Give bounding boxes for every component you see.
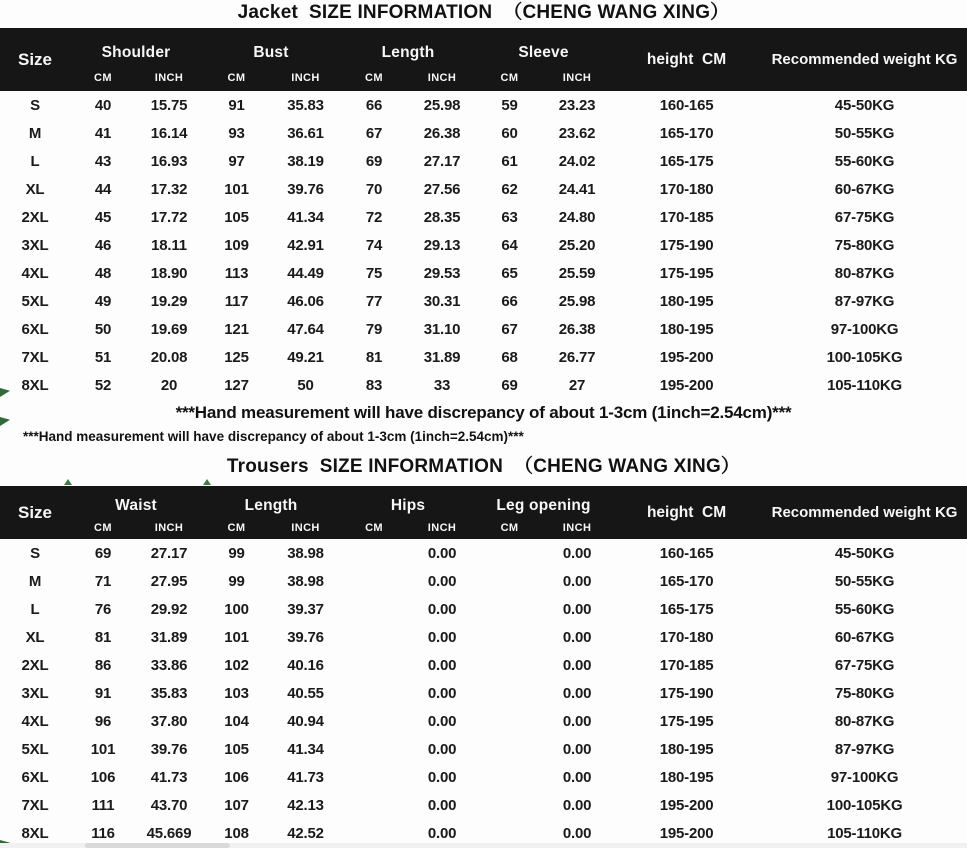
size-cell: M <box>28 572 42 590</box>
size-cell: 4XL <box>21 264 49 282</box>
measurement-cell <box>476 623 543 651</box>
measurement-cell: 0.00 <box>427 628 457 646</box>
jacket-title: Jacket SIZE INFORMATION （CHENG WANG XING） <box>237 2 730 23</box>
measurement-cell <box>340 539 408 567</box>
unit-inch-header: INCH <box>136 64 202 91</box>
measurement-cell: 35.83 <box>150 684 188 702</box>
measurement-cell: 83 <box>365 376 383 394</box>
table-row <box>0 119 967 147</box>
trousers-size-table <box>0 486 967 847</box>
measurement-cell <box>340 791 408 819</box>
measurement-cell: 17.72 <box>150 208 188 226</box>
hand-measurement-note-primary: ***Hand measurement will have discrepancy of about 1-3cm (1inch=2.54cm)*** <box>175 403 792 422</box>
measurement-cell: 18.90 <box>150 264 188 282</box>
unit-cm-header: CM <box>202 516 271 539</box>
weight-cell: 55-60KG <box>834 600 895 618</box>
jacket-size-table <box>0 28 967 399</box>
group-header: Hips <box>340 486 476 516</box>
weight-cell: 50-55KG <box>834 124 895 142</box>
measurement-cell: 69 <box>501 376 518 394</box>
measurement-cell: 0.00 <box>427 796 457 814</box>
unit-cm-header: CM <box>202 64 271 91</box>
weight-cell: 97-100KG <box>830 320 899 338</box>
size-cell: XL <box>25 628 45 646</box>
measurement-cell: 42.52 <box>287 824 324 842</box>
measurement-cell: 15.75 <box>150 96 188 114</box>
height-cell: 180-195 <box>659 292 714 310</box>
measurement-cell: 50 <box>297 376 314 394</box>
measurement-cell <box>340 651 408 679</box>
measurement-cell: 16.93 <box>150 152 188 170</box>
measurement-cell: 24.80 <box>558 208 596 226</box>
measurement-cell: 106 <box>90 768 116 786</box>
table-row <box>0 231 967 259</box>
height-cell: 195-200 <box>659 348 714 366</box>
height-cell: 170-185 <box>659 208 714 226</box>
measurement-cell: 125 <box>224 348 249 366</box>
measurement-cell: 25.59 <box>558 264 596 282</box>
group-header: Length <box>340 28 476 64</box>
unit-cm-header: CM <box>70 64 136 91</box>
weight-cell: 87-97KG <box>834 740 895 758</box>
table-row <box>0 763 967 791</box>
measurement-cell: 46 <box>94 236 112 254</box>
measurement-cell: 31.89 <box>150 628 188 646</box>
measurement-cell: 63 <box>501 208 518 226</box>
measurement-cell: 31.10 <box>423 320 461 338</box>
measurement-cell: 105 <box>224 208 249 226</box>
measurement-cell: 99 <box>228 544 245 562</box>
table-row <box>0 259 967 287</box>
measurement-cell: 19.29 <box>150 292 188 310</box>
measurement-cell: 121 <box>224 320 249 338</box>
table-row <box>0 287 967 315</box>
weight-column-header: Recommended weight KG <box>762 28 967 91</box>
unit-inch-header: INCH <box>543 64 611 91</box>
height-cell: 175-195 <box>659 712 714 730</box>
measurement-cell: 0.00 <box>427 544 457 562</box>
weight-cell: 45-50KG <box>834 96 895 114</box>
height-cell: 165-175 <box>659 600 714 618</box>
measurement-cell: 31.89 <box>423 348 461 366</box>
weight-cell: 97-100KG <box>830 768 899 786</box>
bottom-scrollbar-thumb[interactable] <box>85 843 230 848</box>
size-cell: XL <box>25 180 45 198</box>
height-cell: 170-180 <box>659 180 714 198</box>
unit-inch-header: INCH <box>136 516 202 539</box>
measurement-cell: 48 <box>94 264 112 282</box>
measurement-cell: 0.00 <box>562 544 592 562</box>
measurement-cell: 71 <box>94 572 112 590</box>
measurement-cell: 41.73 <box>150 768 188 786</box>
measurement-cell: 26.77 <box>558 348 596 366</box>
group-header: Leg opening <box>476 486 611 516</box>
measurement-cell <box>476 763 543 791</box>
measurement-cell: 27.17 <box>150 544 188 562</box>
size-cell: S <box>30 96 40 114</box>
measurement-cell: 100 <box>224 600 249 618</box>
trousers-title: Trousers SIZE INFORMATION （CHENG WANG XING） <box>226 456 741 477</box>
unit-inch-header: INCH <box>543 516 611 539</box>
measurement-cell: 96 <box>94 712 112 730</box>
measurement-cell: 68 <box>501 348 518 366</box>
height-cell: 180-195 <box>659 320 714 338</box>
table-row <box>0 343 967 371</box>
measurement-cell: 40.55 <box>287 684 324 702</box>
measurement-cell: 0.00 <box>562 656 592 674</box>
table-row <box>0 567 967 595</box>
measurement-cell: 86 <box>94 656 112 674</box>
size-cell: 6XL <box>21 320 49 338</box>
measurement-cell: 23.23 <box>558 96 596 114</box>
measurement-cell: 0.00 <box>562 824 592 842</box>
measurement-cell <box>476 791 543 819</box>
measurement-cell: 26.38 <box>558 320 596 338</box>
size-cell: 8XL <box>21 824 49 842</box>
measurement-cell: 44 <box>94 180 112 198</box>
measurement-cell: 38.19 <box>287 152 324 170</box>
weight-cell: 80-87KG <box>834 264 895 282</box>
height-cell: 175-190 <box>659 236 714 254</box>
group-header: Sleeve <box>476 28 611 64</box>
measurement-cell: 106 <box>224 768 249 786</box>
size-cell: 5XL <box>21 740 49 758</box>
measurement-cell: 35.83 <box>287 96 324 114</box>
measurement-cell: 44.49 <box>287 264 324 282</box>
measurement-cell <box>340 567 408 595</box>
height-cell: 160-165 <box>659 96 714 114</box>
measurement-cell: 97 <box>228 152 245 170</box>
measurement-cell: 40.16 <box>287 656 324 674</box>
measurement-cell: 27.17 <box>423 152 461 170</box>
height-cell: 170-180 <box>659 628 714 646</box>
unit-inch-header: INCH <box>271 516 340 539</box>
measurement-cell <box>476 707 543 735</box>
size-cell: 4XL <box>21 712 49 730</box>
measurement-cell: 67 <box>365 124 383 142</box>
measurement-cell: 49.21 <box>287 348 324 366</box>
measurement-cell: 102 <box>224 656 249 674</box>
unit-inch-header: INCH <box>408 516 476 539</box>
measurement-cell <box>476 735 543 763</box>
measurement-cell: 50 <box>94 320 112 338</box>
measurement-cell: 25.20 <box>558 236 596 254</box>
size-cell: 7XL <box>21 796 49 814</box>
measurement-cell: 105 <box>224 740 249 758</box>
weight-cell: 60-67KG <box>834 628 895 646</box>
measurement-cell: 41.73 <box>287 768 324 786</box>
weight-cell: 105-110KG <box>827 376 902 394</box>
measurement-cell: 0.00 <box>427 712 457 730</box>
measurement-cell: 27.56 <box>423 180 461 198</box>
measurement-cell: 25.98 <box>558 292 596 310</box>
table-row <box>0 91 967 119</box>
measurement-cell: 0.00 <box>562 712 592 730</box>
table-row <box>0 595 967 623</box>
height-cell: 195-200 <box>659 796 714 814</box>
measurement-cell: 0.00 <box>427 740 457 758</box>
size-cell: 2XL <box>21 656 49 674</box>
measurement-cell: 47.64 <box>287 320 324 338</box>
measurement-cell: 117 <box>224 292 249 310</box>
height-cell: 180-195 <box>659 740 714 758</box>
height-cell: 195-200 <box>659 376 714 394</box>
measurement-cell: 101 <box>224 628 249 646</box>
weight-cell: 55-60KG <box>834 152 895 170</box>
weight-cell: 105-110KG <box>827 824 902 842</box>
unit-cm-header: CM <box>70 516 136 539</box>
measurement-cell: 39.76 <box>287 180 324 198</box>
measurement-cell: 28.35 <box>423 208 461 226</box>
size-cell: S <box>30 544 40 562</box>
table-row <box>0 539 967 567</box>
height-cell: 170-185 <box>659 656 714 674</box>
measurement-cell: 20 <box>160 376 178 394</box>
weight-cell: 75-80KG <box>834 236 895 254</box>
measurement-cell: 103 <box>224 684 249 702</box>
size-cell: M <box>28 124 42 142</box>
weight-cell: 60-67KG <box>834 180 895 198</box>
unit-cm-header: CM <box>476 516 543 539</box>
measurement-cell <box>340 707 408 735</box>
unit-cm-header: CM <box>340 64 408 91</box>
measurement-cell: 40.94 <box>287 712 324 730</box>
measurement-cell: 41.34 <box>287 208 324 226</box>
measurement-cell: 29.13 <box>423 236 461 254</box>
measurement-cell: 0.00 <box>427 684 457 702</box>
measurement-cell: 49 <box>94 292 112 310</box>
measurement-cell: 37.80 <box>150 712 188 730</box>
table-row <box>0 175 967 203</box>
measurement-cell <box>476 539 543 567</box>
measurement-cell: 77 <box>365 292 383 310</box>
unit-cm-header: CM <box>476 64 543 91</box>
measurement-cell: 79 <box>365 320 383 338</box>
table-row <box>0 791 967 819</box>
measurement-cell: 24.02 <box>558 152 596 170</box>
table-row <box>0 707 967 735</box>
measurement-cell: 69 <box>94 544 112 562</box>
measurement-cell: 19.69 <box>150 320 188 338</box>
measurement-cell: 33 <box>433 376 451 394</box>
size-cell: L <box>30 152 40 170</box>
measurement-cell: 70 <box>365 180 383 198</box>
measurement-cell: 0.00 <box>427 572 457 590</box>
measurement-cell: 0.00 <box>562 768 592 786</box>
measurement-cell: 116 <box>91 824 115 842</box>
measurement-cell: 72 <box>365 208 383 226</box>
height-cell: 175-195 <box>659 264 714 282</box>
measurement-cell: 66 <box>365 96 383 114</box>
height-cell: 160-165 <box>659 544 714 562</box>
measurement-cell: 38.98 <box>287 572 324 590</box>
weight-cell: 67-75KG <box>834 656 895 674</box>
unit-cm-header: CM <box>340 516 408 539</box>
height-cell: 165-170 <box>659 572 714 590</box>
measurement-cell: 39.76 <box>150 740 188 758</box>
measurement-cell <box>340 735 408 763</box>
measurement-cell: 27 <box>568 376 586 394</box>
measurement-cell: 65 <box>501 264 518 282</box>
measurement-cell: 61 <box>501 152 518 170</box>
measurement-cell: 93 <box>228 124 245 142</box>
measurement-cell: 43 <box>94 152 112 170</box>
measurement-cell: 64 <box>501 236 518 254</box>
measurement-cell: 23.62 <box>558 124 596 142</box>
measurement-cell <box>476 679 543 707</box>
size-cell: 7XL <box>21 348 49 366</box>
measurement-cell <box>476 567 543 595</box>
height-cell: 165-175 <box>659 152 714 170</box>
measurement-cell: 111 <box>91 796 115 814</box>
size-cell: 3XL <box>21 236 49 254</box>
measurement-cell: 0.00 <box>562 684 592 702</box>
measurement-cell <box>340 595 408 623</box>
measurement-cell <box>476 651 543 679</box>
measurement-cell: 45.669 <box>146 824 192 842</box>
measurement-cell: 18.11 <box>151 236 187 254</box>
measurement-cell <box>340 679 408 707</box>
measurement-cell: 74 <box>365 236 383 254</box>
table-row <box>0 623 967 651</box>
measurement-cell: 17.32 <box>150 180 188 198</box>
measurement-cell: 39.76 <box>287 628 324 646</box>
size-column-header: Size <box>0 486 70 539</box>
weight-cell: 67-75KG <box>834 208 895 226</box>
measurement-cell: 26.38 <box>423 124 461 142</box>
measurement-cell: 0.00 <box>562 600 592 618</box>
size-cell: 5XL <box>21 292 49 310</box>
weight-cell: 50-55KG <box>834 572 895 590</box>
height-cell: 165-170 <box>659 124 714 142</box>
measurement-cell: 101 <box>224 180 249 198</box>
measurement-cell: 0.00 <box>562 796 592 814</box>
measurement-cell: 41 <box>94 124 112 142</box>
unit-inch-header: INCH <box>271 64 340 91</box>
measurement-cell: 60 <box>501 124 518 142</box>
measurement-cell: 127 <box>224 376 249 394</box>
size-cell: 6XL <box>21 768 49 786</box>
measurement-cell: 76 <box>94 600 112 618</box>
table-row <box>0 147 967 175</box>
unit-inch-header: INCH <box>408 64 476 91</box>
group-header: Waist <box>70 486 202 516</box>
measurement-cell: 69 <box>365 152 383 170</box>
measurement-cell: 0.00 <box>427 656 457 674</box>
measurement-cell: 39.37 <box>287 600 324 618</box>
measurement-cell: 16.14 <box>150 124 188 142</box>
measurement-cell: 107 <box>224 796 249 814</box>
table-row <box>0 315 967 343</box>
measurement-cell: 91 <box>94 684 112 702</box>
height-cell: 180-195 <box>659 768 714 786</box>
measurement-cell: 0.00 <box>427 600 457 618</box>
measurement-cell: 33.86 <box>150 656 188 674</box>
group-header: Length <box>202 486 340 516</box>
measurement-cell: 24.41 <box>558 180 596 198</box>
measurement-cell: 41.34 <box>287 740 324 758</box>
measurement-cell: 109 <box>224 236 249 254</box>
measurement-cell: 67 <box>501 320 518 338</box>
measurement-cell: 43.70 <box>150 796 188 814</box>
measurement-cell: 29.92 <box>150 600 188 618</box>
weight-cell: 87-97KG <box>834 292 895 310</box>
measurement-cell: 0.00 <box>562 740 592 758</box>
measurement-cell: 20.08 <box>150 348 188 366</box>
measurement-cell: 52 <box>94 376 112 394</box>
measurement-cell: 38.98 <box>287 544 324 562</box>
measurement-cell <box>340 623 408 651</box>
measurement-cell: 101 <box>90 740 116 758</box>
measurement-cell: 27.95 <box>150 572 188 590</box>
measurement-cell: 113 <box>224 264 249 282</box>
measurement-cell: 91 <box>228 96 245 114</box>
measurement-cell: 0.00 <box>562 572 592 590</box>
measurement-cell: 81 <box>365 348 383 366</box>
measurement-cell: 62 <box>501 180 518 198</box>
table-row <box>0 679 967 707</box>
measurement-cell: 0.00 <box>427 824 457 842</box>
measurement-cell: 59 <box>501 96 518 114</box>
height-column-header: height CM <box>611 28 762 91</box>
table-row <box>0 203 967 231</box>
group-header: Bust <box>202 28 340 64</box>
measurement-cell: 99 <box>228 572 245 590</box>
measurement-cell: 66 <box>501 292 518 310</box>
measurement-cell <box>340 763 408 791</box>
measurement-cell <box>476 595 543 623</box>
measurement-cell: 0.00 <box>562 628 592 646</box>
size-cell: 3XL <box>21 684 49 702</box>
size-column-header: Size <box>0 28 70 91</box>
measurement-cell: 81 <box>94 628 112 646</box>
measurement-cell: 36.61 <box>287 124 324 142</box>
measurement-cell: 29.53 <box>423 264 461 282</box>
measurement-cell: 0.00 <box>427 768 457 786</box>
size-cell: 2XL <box>21 208 49 226</box>
table-row <box>0 651 967 679</box>
size-cell: L <box>30 600 40 618</box>
height-column-header: height CM <box>611 486 762 539</box>
table-row <box>0 735 967 763</box>
weight-column-header: Recommended weight KG <box>762 486 967 539</box>
size-cell: 8XL <box>21 376 49 394</box>
measurement-cell: 40 <box>94 96 112 114</box>
measurement-cell: 75 <box>365 264 383 282</box>
weight-cell: 45-50KG <box>834 544 895 562</box>
height-cell: 175-190 <box>659 684 714 702</box>
weight-cell: 100-105KG <box>826 796 903 814</box>
weight-cell: 75-80KG <box>834 684 895 702</box>
weight-cell: 80-87KG <box>834 712 895 730</box>
table-row <box>0 371 967 399</box>
group-header: Shoulder <box>70 28 202 64</box>
measurement-cell: 108 <box>224 824 249 842</box>
weight-cell: 100-105KG <box>826 348 903 366</box>
measurement-cell: 51 <box>94 348 112 366</box>
height-cell: 195-200 <box>659 824 714 842</box>
measurement-cell: 46.06 <box>287 292 324 310</box>
hand-measurement-note-secondary: ***Hand measurement will have discrepancy of about 1-3cm (1inch=2.54cm)*** <box>23 429 524 444</box>
measurement-cell: 42.13 <box>287 796 324 814</box>
measurement-cell: 25.98 <box>423 96 461 114</box>
measurement-cell: 30.31 <box>423 292 461 310</box>
measurement-cell: 45 <box>94 208 112 226</box>
measurement-cell: 104 <box>224 712 249 730</box>
measurement-cell: 42.91 <box>287 236 324 254</box>
